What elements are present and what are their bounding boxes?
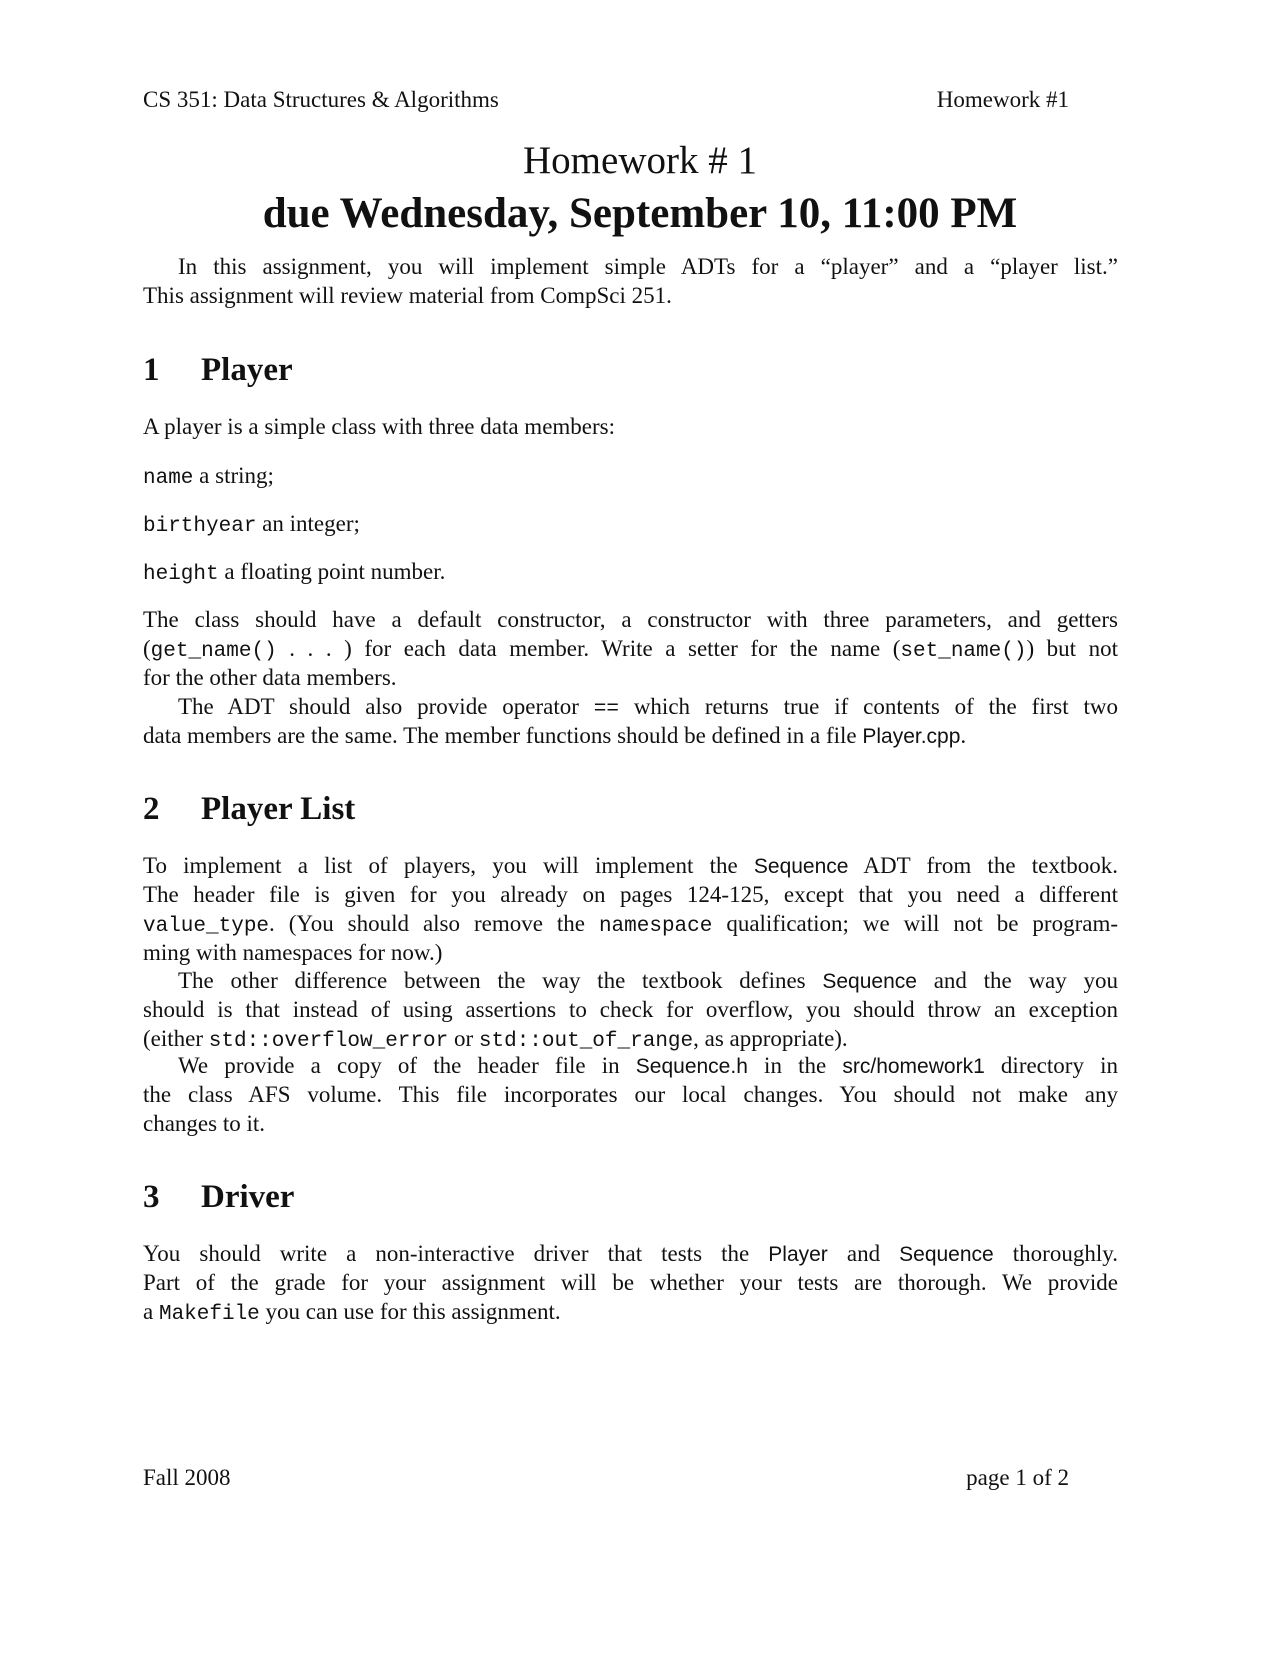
section-heading-driver [143, 1181, 294, 1214]
inline-code: == [593, 698, 619, 721]
paragraph-line: Part of the grade for your assignment will be whether your tests are thorough. We provide [143, 1270, 1118, 1295]
paragraph-line: value_type. (You should also remove the namespace qualification; we will not be program- [143, 911, 1118, 938]
paragraph-line: a Makefile you can use for this assignment. [143, 1299, 561, 1326]
member-desc: a floating point number. [224, 559, 446, 584]
paragraph-line: for the other data members. [143, 665, 397, 690]
section1-lead-text: A player is a simple class with three data members: [143, 414, 616, 439]
section-heading-player-list [143, 793, 355, 826]
class-name: Player [768, 1243, 828, 1266]
inline-code: std::out_of_range [478, 1030, 694, 1053]
filename: Sequence.h [635, 1055, 748, 1078]
section-title: Player [201, 352, 293, 388]
due-date-title: due Wednesday, September 10, 11:00 PM [262, 190, 1018, 237]
paragraph-line: the class AFS volume. This file incorporates our local changes. You should not make any [143, 1082, 1118, 1107]
intro-line-1: In this assignment, you will implement simple ADTs for a “player” and a “player list.” [178, 254, 1118, 279]
inline-code: value_type [143, 915, 270, 938]
section-number: 1 [143, 352, 160, 388]
paragraph-line: To implement a list of players, you will implement the Sequence ADT from the textbook. [143, 853, 1118, 878]
section-heading-player [143, 354, 293, 387]
paragraph-line: We provide a copy of the header file in Sequence.h in the src/homework1 directory in [178, 1053, 1118, 1078]
paragraph-line: The ADT should also provide operator == which returns true if contents of the first two [178, 694, 1118, 721]
directory-path: src/homework1 [842, 1055, 985, 1078]
paragraph-line: should is that instead of using assertions to check for overflow, you should throw an exception [143, 997, 1118, 1022]
inline-code: std::overflow_error [208, 1030, 449, 1053]
paragraph-line: You should write a non-interactive driver that tests the Player and Sequence thoroughly. [143, 1241, 1118, 1266]
class-name: Sequence [822, 970, 917, 993]
section-title: Driver [201, 1179, 295, 1215]
member-desc: a string; [199, 463, 274, 488]
paragraph-line: (get_name() . . . ) for each data member. Write a setter for the name (set_name()) but not [143, 636, 1118, 663]
class-name: Sequence [753, 855, 849, 878]
section-title: Player List [201, 791, 356, 827]
running-header-course: CS 351: Data Structures & Algorithms [143, 87, 499, 112]
footer-page-number: page 1 of 2 [966, 1465, 1069, 1490]
page-title: Homework # 1 [523, 139, 757, 182]
paragraph-line: (either std::overflow_error or std::out_of_range, as appropriate). [143, 1026, 848, 1053]
running-header-assignment: Homework #1 [936, 87, 1069, 112]
paragraph-line: The header file is given for you already on pages 124-125, except that you need a different [143, 882, 1118, 907]
filename: Player.cpp [862, 725, 961, 748]
class-name: Sequence [899, 1243, 994, 1266]
paragraph-line: ming with namespaces for now.) [143, 940, 443, 965]
inline-code: namespace [598, 915, 713, 938]
section-number: 2 [143, 791, 160, 827]
paragraph-line: The other difference between the way the textbook defines Sequence and the way you [178, 968, 1118, 993]
paragraph-line: changes to it. [143, 1111, 265, 1136]
member-name: name [143, 467, 194, 490]
footer-term: Fall 2008 [143, 1465, 231, 1490]
paragraph-line: The class should have a default constructor, a constructor with three parameters, and getters [143, 607, 1118, 632]
inline-code: get_name() [150, 640, 277, 663]
paragraph-line: data members are the same. The member functions should be defined in a file Player.cpp. [143, 723, 967, 748]
inline-code: set_name() [900, 640, 1027, 663]
member-name: height [143, 563, 219, 586]
inline-code: Makefile [158, 1303, 260, 1326]
section-number: 3 [143, 1179, 160, 1215]
member-desc: an integer; [262, 511, 360, 536]
intro-line-2: This assignment will review material from CompSci 251. [143, 283, 672, 308]
member-name: birthyear [143, 515, 257, 538]
